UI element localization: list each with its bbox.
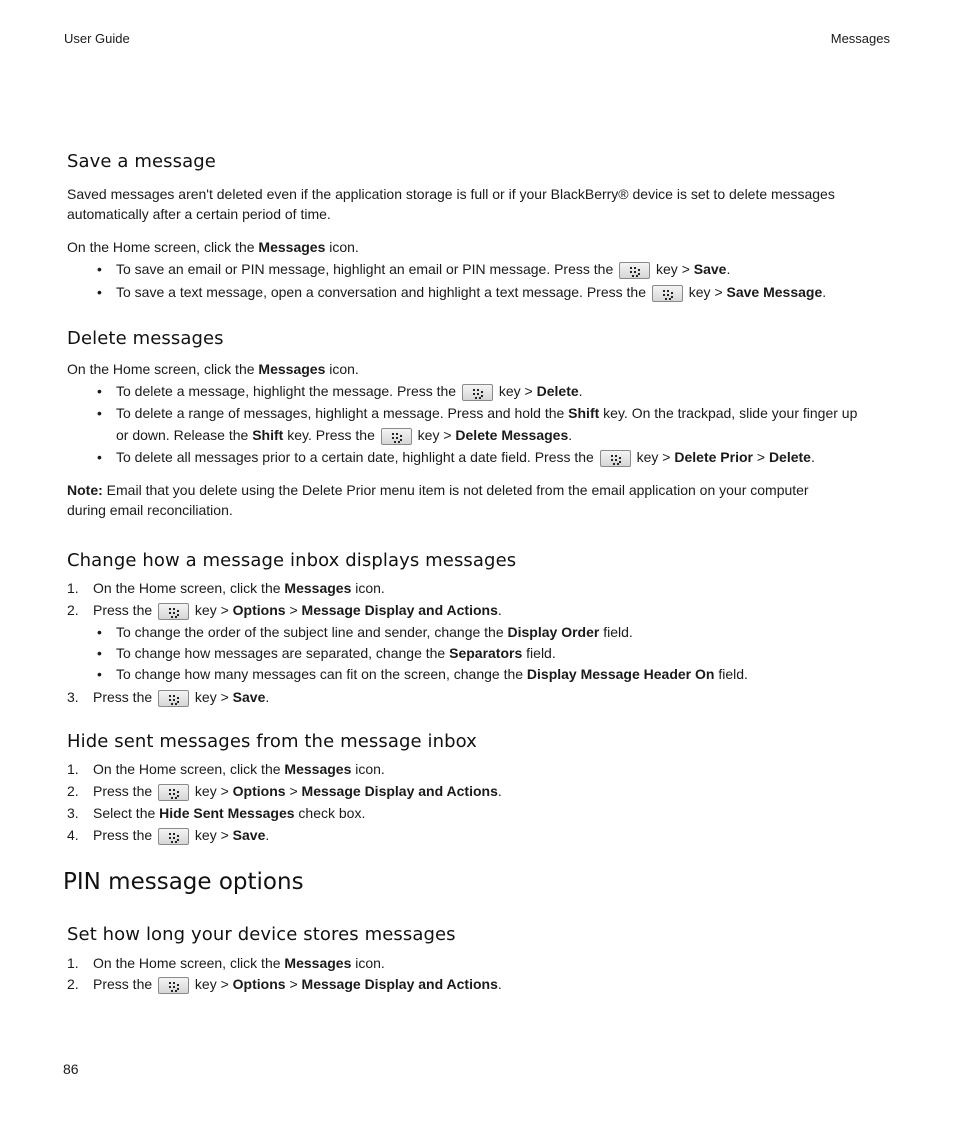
blackberry-menu-key-icon xyxy=(158,828,189,845)
blackberry-menu-key-icon xyxy=(158,977,189,994)
change-bullet-header: • To change how many messages can fit on the screen, change the Display Message Header On field. xyxy=(116,664,886,684)
header-right: Messages xyxy=(830,31,890,46)
chapter-title-pin: PIN message options xyxy=(63,869,304,895)
blackberry-menu-key-icon xyxy=(462,384,493,401)
section-title-change: Change how a message inbox displays messages xyxy=(67,550,517,571)
pin-step-1: 1. On the Home screen, click the Messages icon. xyxy=(67,955,385,971)
blackberry-menu-key-icon xyxy=(158,603,189,620)
section-title-pin-storage: Set how long your device stores messages xyxy=(67,924,456,945)
delete-bullet-prior: • To delete all messages prior to a certain date, highlight a date field. Press the key > Delete Prior > Delete. xyxy=(116,447,886,467)
blackberry-menu-key-icon xyxy=(652,285,683,302)
change-step-3: 3. Press the key > Save. xyxy=(67,689,270,705)
hide-step-4: 4. Press the key > Save. xyxy=(67,827,270,843)
blackberry-menu-key-icon xyxy=(158,690,189,707)
page-number: 86 xyxy=(63,1061,79,1077)
delete-note: Note: Email that you delete using the Delete Prior menu item is not deleted from the email application on your computer during email reconciliation. xyxy=(67,482,809,518)
change-step-1: 1. On the Home screen, click the Messages icon. xyxy=(67,580,385,596)
delete-bullet-range: • To delete a range of messages, highlight a message. Press and hold the Shift key. On the trackpad, slide your finger up or down. Release the Shift key. Press the key > Delete Messages. xyxy=(116,403,886,445)
blackberry-menu-key-icon xyxy=(600,450,631,467)
change-bullet-order: • To change the order of the subject line and sender, change the Display Order field. xyxy=(116,622,886,642)
save-bullet-text: • To save a text message, open a conversation and highlight a text message. Press the key > Save Message. xyxy=(116,282,886,302)
hide-step-3: 3. Select the Hide Sent Messages check box. xyxy=(67,805,366,821)
hide-step-2: 2. Press the key > Options > Message Display and Actions. xyxy=(67,783,502,799)
change-bullet-separators: • To change how messages are separated, change the Separators field. xyxy=(116,643,886,663)
save-bullet-email: • To save an email or PIN message, highlight an email or PIN message. Press the key > Save. xyxy=(116,259,886,279)
section-title-delete: Delete messages xyxy=(67,328,224,349)
delete-bullet-single: • To delete a message, highlight the message. Press the key > Delete. xyxy=(116,381,886,401)
blackberry-menu-key-icon xyxy=(158,784,189,801)
save-intro: Saved messages aren't deleted even if the application storage is full or if your BlackBerry® device is set to delete messages automatically after a certain period of time. xyxy=(67,186,835,222)
blackberry-menu-key-icon xyxy=(619,262,650,279)
change-step-2: 2. Press the key > Options > Message Display and Actions. xyxy=(67,602,502,618)
hide-step-1: 1. On the Home screen, click the Messages icon. xyxy=(67,761,385,777)
pin-step-2: 2. Press the key > Options > Message Display and Actions. xyxy=(67,976,502,992)
save-home-step: On the Home screen, click the Messages icon. xyxy=(67,239,359,255)
delete-home-step: On the Home screen, click the Messages icon. xyxy=(67,361,359,377)
section-title-hide: Hide sent messages from the message inbox xyxy=(67,731,477,752)
blackberry-menu-key-icon xyxy=(381,428,412,445)
header-left: User Guide xyxy=(64,31,130,46)
section-title-save: Save a message xyxy=(67,151,216,172)
